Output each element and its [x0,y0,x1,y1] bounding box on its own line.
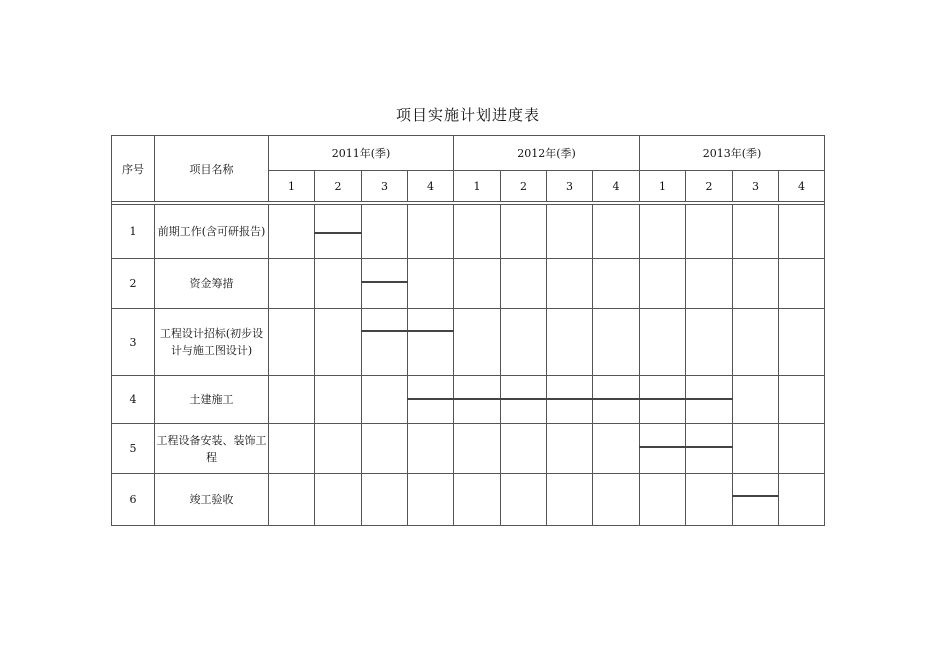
schedule-bar [732,495,779,497]
quarter-label: 2 [501,171,547,202]
header-year-2011: 2011年(季) [269,136,454,171]
schedule-bar [546,398,593,400]
table-row [112,259,825,309]
quarter-label: 4 [593,171,640,202]
quarter-cell [454,424,501,474]
quarter-label: 2 [686,171,733,202]
quarter-cell [640,474,686,526]
quarter-cell [501,424,547,474]
row-name: 资金筹措 [155,259,269,309]
quarter-cell [593,259,640,309]
quarter-cell [686,376,733,424]
quarter-cell [733,474,779,526]
quarter-cell [315,205,362,259]
quarter-cell [408,205,454,259]
schedule-table [111,135,825,526]
quarter-cell [315,376,362,424]
quarter-cell [640,205,686,259]
quarter-cell [779,376,825,424]
quarter-cell [501,259,547,309]
quarter-cell [779,259,825,309]
quarter-cell [547,376,593,424]
quarter-label: 1 [640,171,686,202]
quarter-cell [454,259,501,309]
quarter-label: 1 [454,171,501,202]
table-row [112,424,825,474]
quarter-cell [686,309,733,376]
quarter-cell [686,474,733,526]
row-index: 2 [112,259,155,309]
quarter-cell [454,474,501,526]
table-row [112,205,825,259]
table-row [112,474,825,526]
row-index: 4 [112,376,155,424]
quarter-cell [547,424,593,474]
quarter-cell [501,309,547,376]
quarter-label: 4 [408,171,454,202]
row-index: 1 [112,205,155,259]
quarter-cell [686,259,733,309]
row-index: 5 [112,424,155,474]
quarter-cell [408,474,454,526]
quarter-cell [315,424,362,474]
schedule-bar [685,446,733,448]
quarter-cell [269,424,315,474]
quarter-label: 2 [315,171,362,202]
quarter-cell [640,259,686,309]
header-name: 项目名称 [155,136,269,202]
quarter-cell [779,474,825,526]
row-name: 竣工验收 [155,474,269,526]
quarter-cell [315,474,362,526]
quarter-cell [501,376,547,424]
quarter-cell [593,474,640,526]
quarter-cell [408,309,454,376]
quarter-cell [269,474,315,526]
table-row [112,376,825,424]
schedule-bar [453,398,501,400]
quarter-cell [362,309,408,376]
schedule-bar [361,330,408,332]
quarter-cell [547,474,593,526]
quarter-cell [779,309,825,376]
quarter-cell [733,376,779,424]
quarter-label: 1 [269,171,315,202]
schedule-bar [407,398,454,400]
quarter-cell [269,259,315,309]
quarter-cell [362,424,408,474]
quarter-cell [315,309,362,376]
quarter-label: 3 [547,171,593,202]
quarter-cell [640,424,686,474]
quarter-cell [593,205,640,259]
row-name: 工程设计招标(初步设计与施工图设计) [155,309,269,376]
schedule-bar [639,398,686,400]
quarter-cell [547,205,593,259]
row-name: 前期工作(含可研报告) [155,205,269,259]
schedule-bar [592,398,640,400]
quarter-cell [779,205,825,259]
quarter-cell [733,205,779,259]
schedule-bar [685,398,733,400]
quarter-cell [547,259,593,309]
quarter-cell [640,309,686,376]
quarter-cell [362,205,408,259]
quarter-cell [315,259,362,309]
quarter-cell [362,474,408,526]
row-index: 6 [112,474,155,526]
table-row [112,309,825,376]
header-year-2012: 2012年(季) [454,136,640,171]
quarter-cell [547,309,593,376]
schedule-bar [314,232,362,234]
quarter-label: 3 [362,171,408,202]
quarter-cell [593,424,640,474]
quarter-label: 4 [779,171,825,202]
quarter-cell [269,376,315,424]
quarter-cell [454,309,501,376]
quarter-cell [454,376,501,424]
quarter-cell [779,424,825,474]
schedule-bar [639,446,686,448]
quarter-cell [362,376,408,424]
quarter-cell [408,424,454,474]
quarter-cell [593,376,640,424]
quarter-label: 3 [733,171,779,202]
header-index: 序号 [112,136,155,202]
quarter-cell [733,309,779,376]
row-name: 土建施工 [155,376,269,424]
quarter-cell [733,259,779,309]
header-year-2013: 2013年(季) [640,136,825,171]
row-name: 工程设备安装、装饰工程 [155,424,269,474]
quarter-cell [686,424,733,474]
quarter-cell [501,474,547,526]
schedule-bar [361,281,408,283]
page-title: 项目实施计划进度表 [395,106,540,124]
schedule-bar [407,330,454,332]
quarter-cell [269,205,315,259]
schedule-bar [500,398,547,400]
quarter-cell [733,424,779,474]
quarter-cell [501,205,547,259]
row-index: 3 [112,309,155,376]
quarter-cell [408,376,454,424]
quarter-cell [269,309,315,376]
quarter-cell [454,205,501,259]
quarter-cell [686,205,733,259]
quarter-cell [362,259,408,309]
quarter-cell [408,259,454,309]
quarter-cell [640,376,686,424]
quarter-cell [593,309,640,376]
